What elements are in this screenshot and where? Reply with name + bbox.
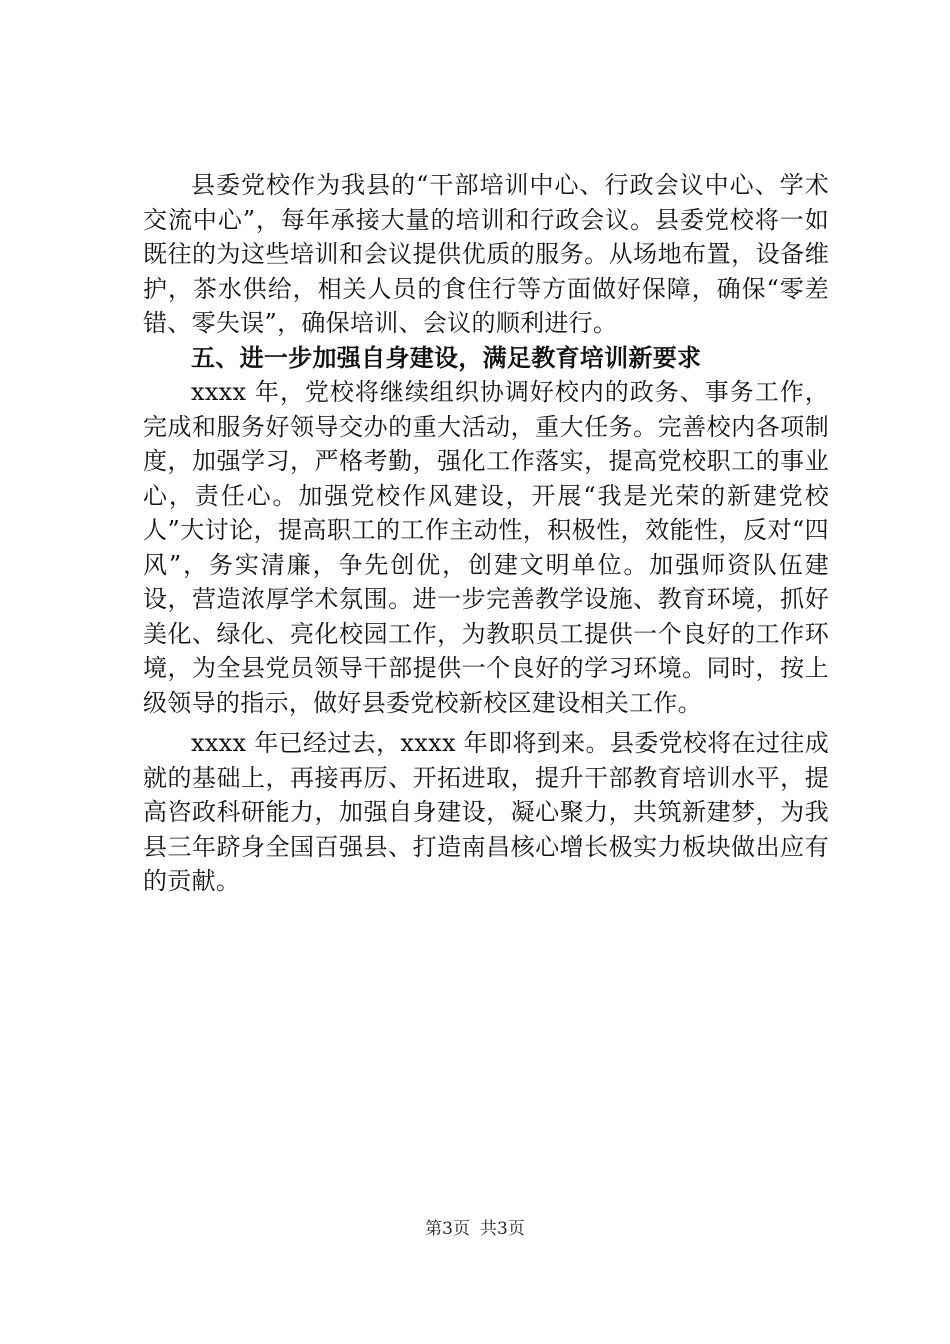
paragraph-training-services: 县委党校作为我县的“干部培训中心、行政会议中心、学术交流中心”，每年承接大量的培训和行政会议。县委党校将一如既往的为这些培训和会议提供优质的服务。从场地布置，设备维护，茶水供给，相关人员的食住行等方面做好保障，确保“零差错、零失误”，确保培训、会议的顺利进行。 bbox=[143, 171, 829, 337]
paragraph-conclusion: xxxx 年已经过去，xxxx 年即将到来。县委党校将在过往成就的基础上，再接再厉、开拓进取，提升干部教育培训水平，提高咨政科研能力，加强自身建设，凝心聚力，共筑新建梦，为我县三年跻身全国百强县、打造南昌核心增长极实力板块做出应有的贡献。 bbox=[143, 729, 829, 895]
paragraph-self-construction: xxxx 年，党校将继续组织协调好校内的政务、事务工作，完成和服务好领导交办的重大活动，重大任务。完善校内各项制度，加强学习，严格考勤，强化工作落实，提高党校职工的事业心，责任心。加强党校作风建设，开展“我是光荣的新建党校人”大讨论，提高职工的工作主动性，积极性，效能性，反对“四风”，务实清廉，争先创优，创建文明单位。加强师资队伍建设，营造浓厚学术氛围。进一步完善教学设施、教育环境，抓好美化、绿化、亮化校园工作，为教职员工提供一个良好的工作环境，为全县党员领导干部提供一个良好的学习环境。同时，按上级领导的指示，做好县委党校新校区建设相关工作。 bbox=[143, 378, 829, 717]
section-heading-five: 五、进一步加强自身建设，满足教育培训新要求 bbox=[191, 343, 702, 372]
page-number-current: 第3页 bbox=[425, 1219, 470, 1239]
document-body bbox=[143, 168, 829, 899]
page-footer bbox=[0, 1214, 950, 1239]
page-number-total: 共3页 bbox=[480, 1219, 525, 1239]
